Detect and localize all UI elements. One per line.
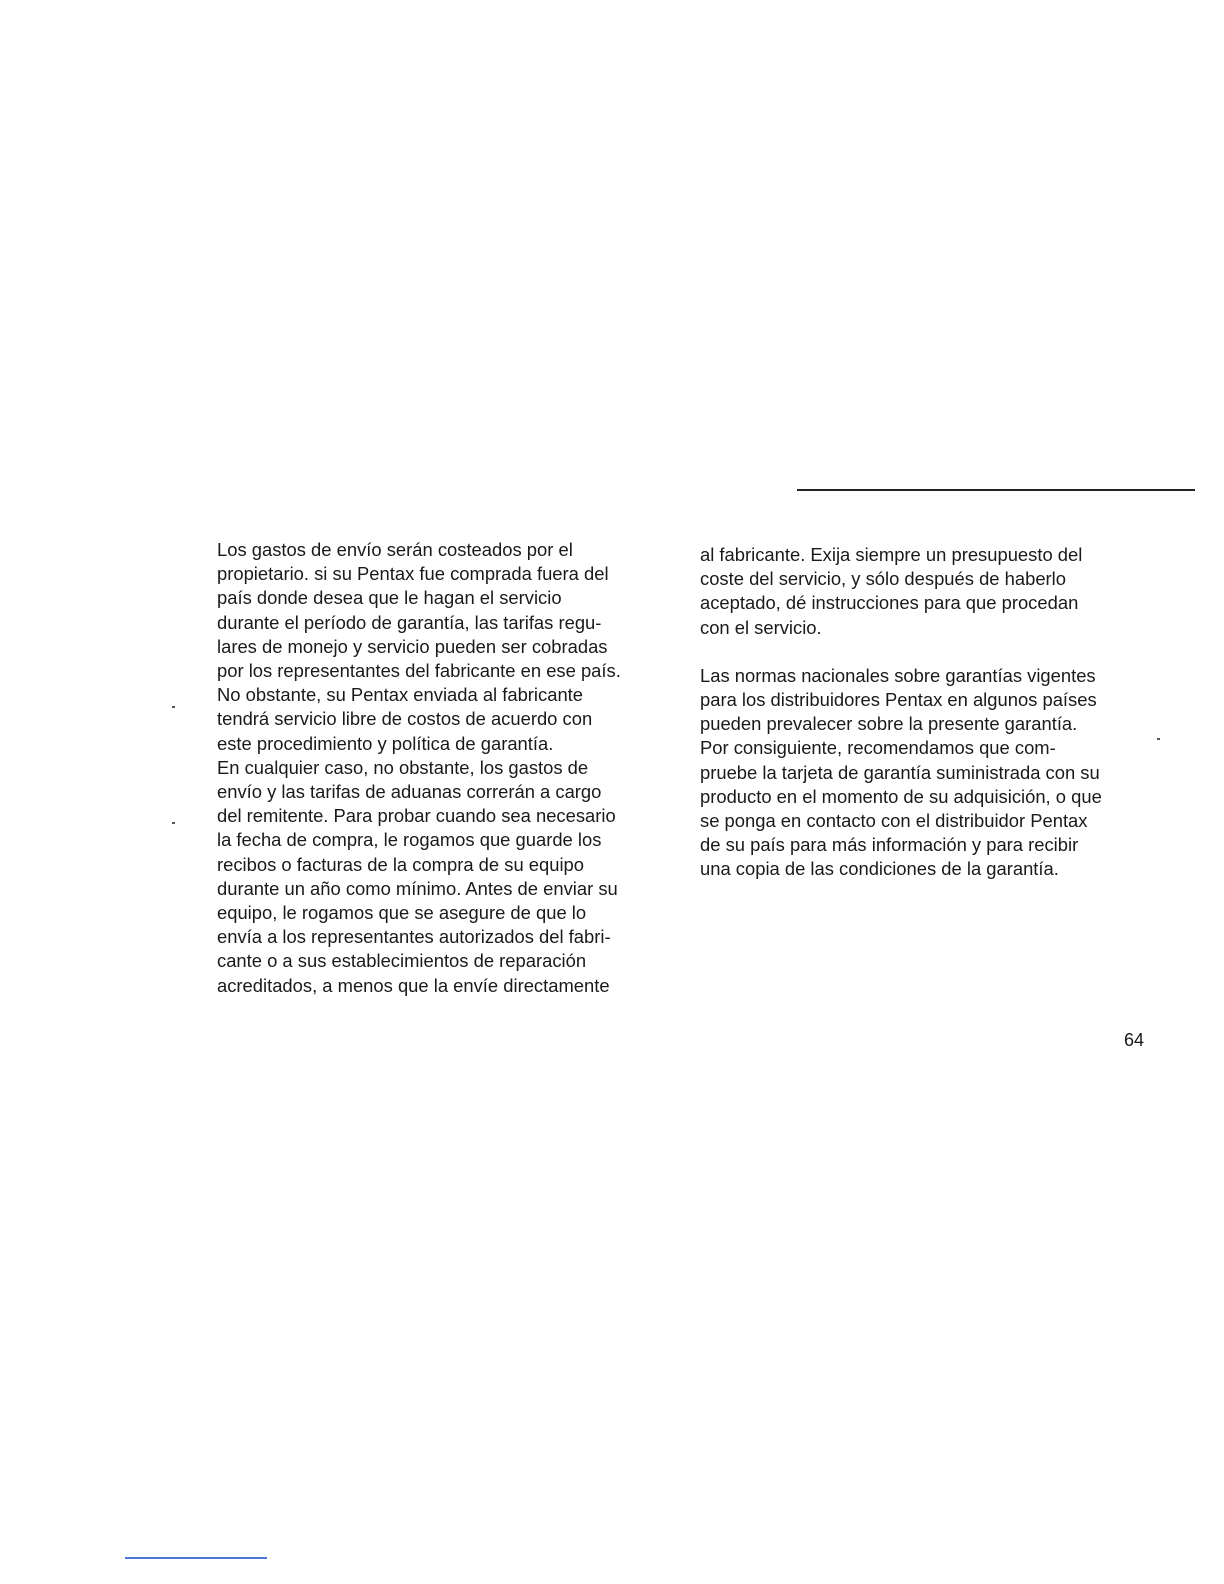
left-text-column <box>217 538 663 998</box>
paragraph-shipping-costs: Los gastos de envío serán costeados por el propietario. si su Pentax fue comprada fuera del país donde desea que le hagan el servicio durante el período de garantía, las tarifas regu- lares de monejo y servicio pueden ser cobradas por los representantes del fabricante en ese país. No obstante, su Pentax enviada al fabricante tendrá servicio libre de costos de acuerdo con este procedimiento y política de garantía. <box>217 539 621 754</box>
paragraph-customs-and-receipts: En cualquier caso, no obstante, los gastos de envío y las tarifas de aduanas correrán a cargo del remitente. Para probar cuando sea necesario la fecha de compra, le rogamos que guarde los recibos o facturas de la compra de su equipo durante un año como mínimo. Antes de enviar su equipo, le rogamos que se asegure de que lo envía a los representantes autorizados del fabri- cante o a sus establecimientos de reparación acreditados, a menos que la envíe directamente <box>217 756 618 996</box>
scan-speck <box>172 822 175 824</box>
right-text-column <box>700 543 1146 882</box>
header-rule <box>797 489 1195 491</box>
page-number: 64 <box>1124 1030 1145 1050</box>
paragraph-national-warranty-rules: Las normas nacionales sobre garantías vigentes para los distribuidores Pentax en algunos países pueden prevalecer sobre la presente garantía. Por consiguiente, recomendamos que com- pruebe la tarjeta de garantía suministrada con su producto en el momento de su adquisición, o que se ponga en contacto con el distribuidor Pentax de su país para más información y para recibir una copia de las condiciones de la garantía. <box>700 664 1102 880</box>
scan-speck <box>1157 738 1160 740</box>
scan-speck <box>172 706 175 708</box>
paragraph-service-estimate: al fabricante. Exija siempre un presupuesto del coste del servicio, y sólo después de haberlo aceptado, dé instrucciones para que procedan con el servicio. <box>700 544 1083 638</box>
footer-rule <box>125 1557 267 1559</box>
